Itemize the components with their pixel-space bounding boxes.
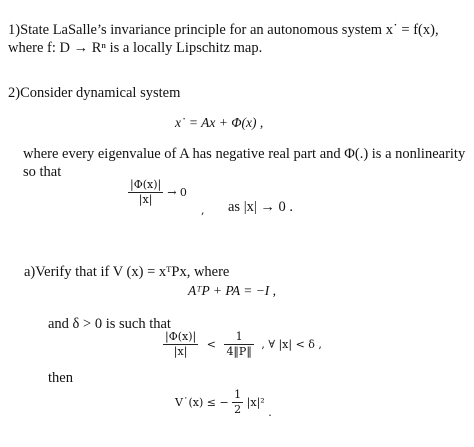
qa-then: then	[48, 370, 73, 386]
qa-ineq-rhs-numerator: 1	[224, 330, 253, 345]
q2-limit-arrow: → 0	[167, 186, 187, 199]
qa-ineq-condition: , ∀ |x| < δ ,	[261, 338, 322, 351]
qa-ineq-rhs-denominator: 4‖P‖	[226, 345, 252, 358]
q2-limit-fraction	[128, 178, 163, 207]
q2-where-line2: so that	[23, 164, 62, 180]
qa-vdot-period: .	[268, 405, 272, 419]
qa-vdot-half-numerator: 1	[234, 388, 242, 401]
qa-ineq-lhs-numerator: |Φ(x)|	[165, 330, 197, 343]
qa-vdot-rhs: |x|²	[246, 396, 265, 409]
q2-limit-numerator: |Φ(x)|	[130, 178, 162, 191]
qa-ineq-less-than: <	[206, 338, 216, 351]
qa-inequality	[163, 330, 322, 359]
qa-ineq-lhs-fraction	[163, 330, 198, 359]
q2-limit-comma: ,	[201, 204, 205, 217]
q2-limit-denominator: |x|	[138, 193, 153, 206]
qa-vdot-lhs: V˙(x) ≤ −	[175, 396, 229, 409]
qa-vdot-inequality	[175, 388, 272, 419]
q2-system-equation: x˙ = Ax + Φ(x) ,	[175, 115, 264, 130]
qa-lyapunov-equation: AᵀP + PA = −I ,	[188, 283, 277, 298]
q2-intro: 2)Consider dynamical system	[8, 85, 181, 101]
q1-line1: 1)State LaSalle’s invariance principle for an autonomous system x˙ = f(x),	[8, 22, 439, 38]
qa-vdot-half-denominator: 2	[234, 403, 242, 416]
q1-line2: where f: D → Rⁿ is a locally Lipschitz map.	[8, 40, 263, 56]
qa-vdot-half-fraction	[232, 388, 243, 417]
q2-where-line1: where every eigenvalue of A has negative real part and Φ(.) is a nonlinearity	[23, 146, 466, 162]
qa-ineq-lhs-denominator: |x|	[173, 345, 188, 358]
q2-limit-expression	[128, 178, 187, 207]
q2-limit-condition: as |x| → 0 .	[228, 199, 294, 215]
qa-verify-line: a)Verify that if V (x) = xᵀPx, where	[24, 264, 230, 280]
qa-and-line: and δ > 0 is such that	[48, 316, 171, 332]
qa-ineq-rhs-fraction	[224, 330, 253, 359]
